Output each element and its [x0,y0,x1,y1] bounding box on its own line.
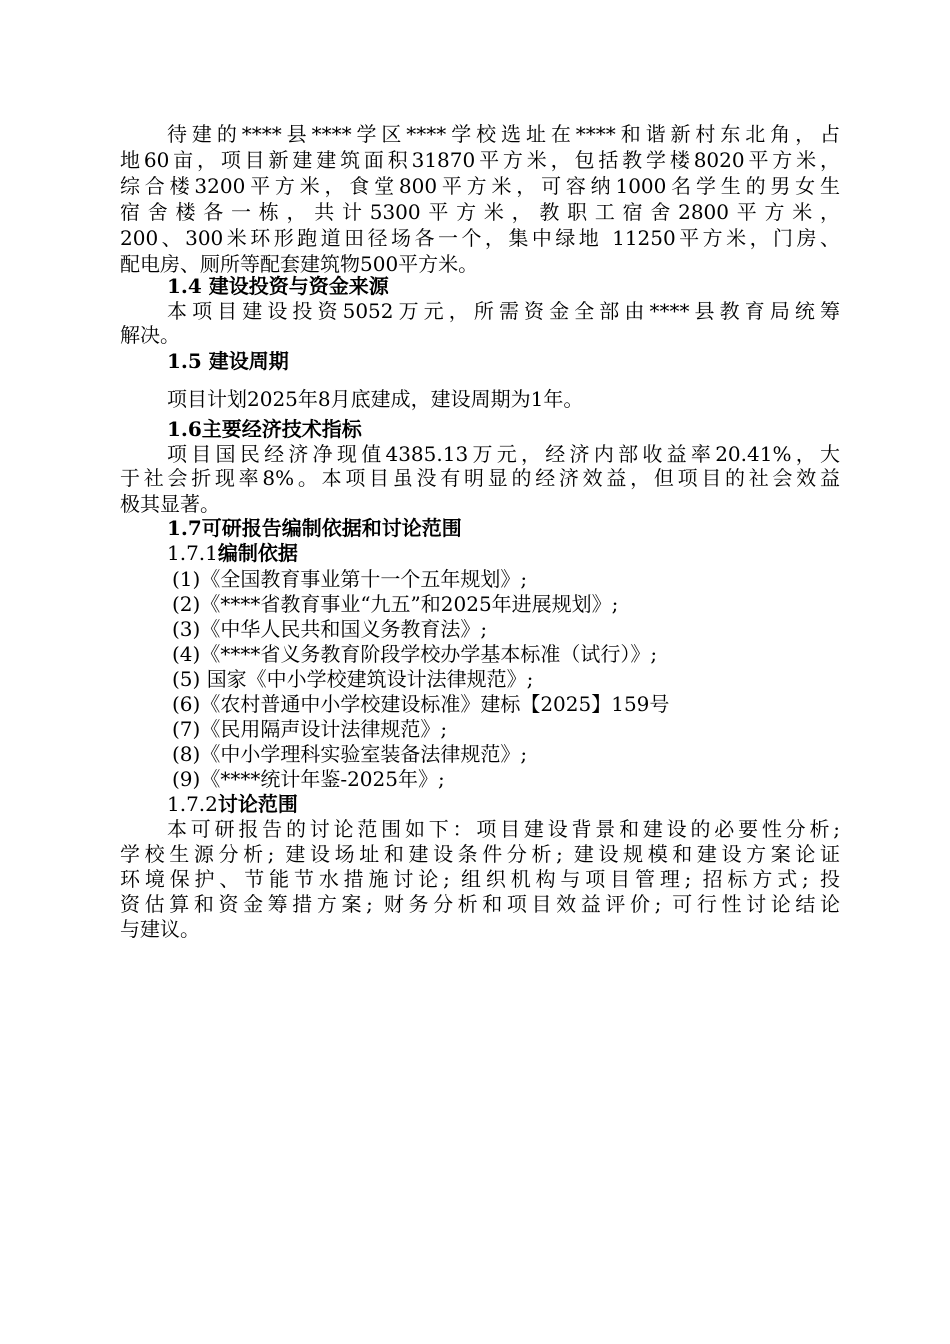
subsection-number: 1.7.1 [167,541,218,565]
text-line: 与建议。 [120,917,200,941]
reference-item: (8)《中小学理科实验室装备法律规范》; [172,742,528,766]
reference-item: (1)《全国教育事业第十一个五年规划》; [172,567,528,591]
section-heading-1-4: 1.4 建设投资与资金来源 [167,274,389,298]
text-line: 200、300米环形跑道田径场各一个，集中绿地 11250平方米，门房、 [120,226,840,250]
text-line: 解决。 [120,323,180,347]
text-line: 资估算和资金筹措方案; 财务分析和项目效益评价; 可行性讨论结论 [120,892,840,916]
subsection-title: 编制依据 [217,541,298,565]
text-line: 环境保护、节能节水措施讨论; 组织机构与项目管理; 招标方式; 投 [120,867,840,891]
reference-item: (2)《****省教育事业“九五”和2025年进展规划》; [172,592,619,616]
reference-item: (9)《****统计年鉴-2025年》; [172,767,445,791]
text-line: 于社会折现率8%。本项目虽没有明显的经济效益，但项目的社会效益 [120,466,840,490]
text-line: 项目国民经济净现值4385.13万元，经济内部收益率20.41%，大 [167,442,840,466]
text-line: 学校生源分析; 建设场址和建设条件分析; 建设规模和建设方案论证 [120,842,840,866]
reference-item: (6)《农村普通中小学校建设标准》建标【2025】159号 [172,692,670,716]
text-line: 本项目建设投资5052万元，所需资金全部由****县教育局统筹 [167,299,840,323]
subsection-heading-1-7-2 [167,791,840,817]
subsection-title: 讨论范围 [217,792,298,816]
reference-item: (7)《民用隔声设计法律规范》; [172,717,448,741]
text-line: 极其显著。 [120,492,220,516]
subsection-number: 1.7.2 [167,792,218,816]
text-line: 本可研报告的讨论范围如下：项目建设背景和建设的必要性分析; [167,817,840,841]
text-line: 综合楼3200平方米，食堂800平方米，可容纳1000名学生的男女生 [120,174,840,198]
text-line: 待建的****县****学区****学校选址在****和谐新村东北角，占 [167,122,840,146]
schedule-paragraph: 项目计划2025年8月底建成，建设周期为1年。 [167,387,584,411]
reference-item: (5) 国家《中小学校建筑设计法律规范》; [172,667,534,691]
text-line: 配电房、厕所等配套建筑物500平方米。 [120,252,479,276]
section-heading-1-5: 1.5 建设周期 [167,349,289,373]
reference-item: (4)《****省义务教育阶段学校办学基本标准（试行）》; [172,642,658,666]
subsection-heading-1-7-1 [167,540,840,566]
section-heading-1-7: 1.7可研报告编制依据和讨论范围 [167,516,462,540]
text-line: 宿舍楼各一栋，共计5300平方米，教职工宿舍2800平方米， [120,200,840,224]
reference-item: (3)《中华人民共和国义务教育法》; [172,617,488,641]
text-line: 地60亩，项目新建建筑面积31870平方米，包括教学楼8020平方米， [120,148,840,172]
section-heading-1-6: 1.6主要经济技术指标 [167,417,362,441]
